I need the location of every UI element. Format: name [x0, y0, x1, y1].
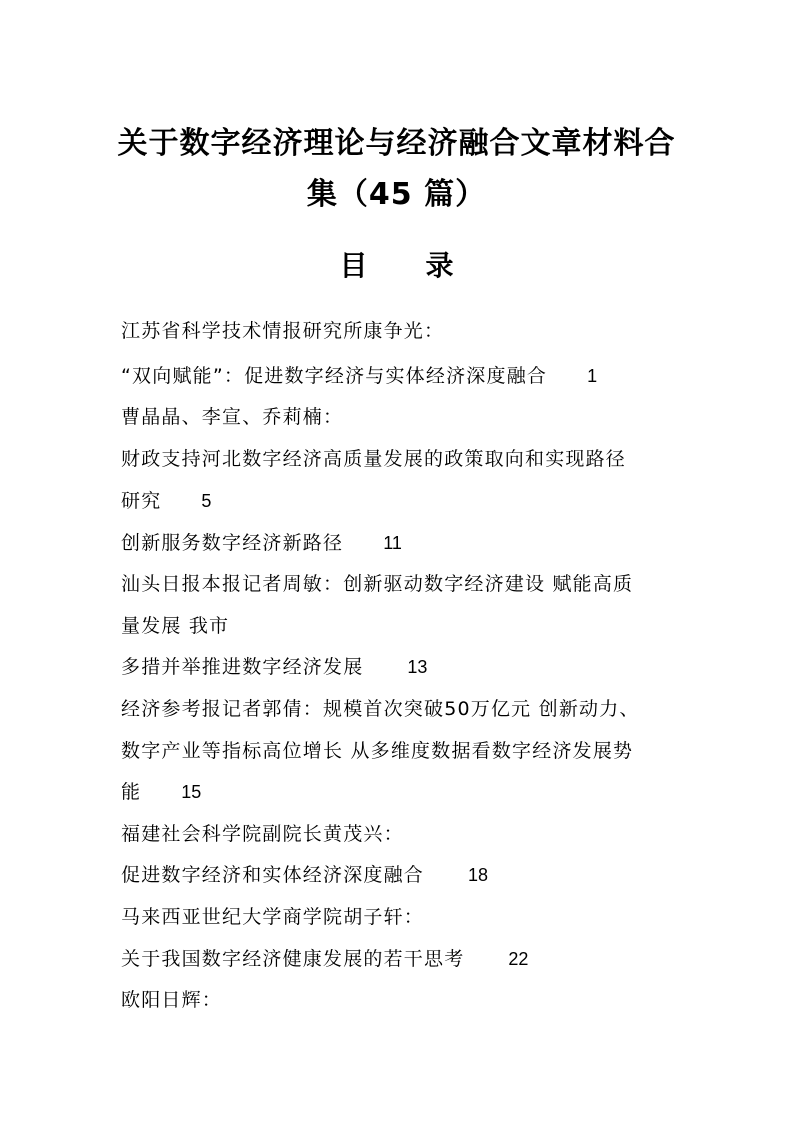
toc-line-text: 欧阳日辉：	[121, 989, 223, 1011]
toc-line-text: 数字产业等指标高位增长 从多维度数据看数字经济发展势	[121, 740, 634, 762]
toc-line-text: 多措并举推进数字经济发展	[121, 656, 364, 678]
toc-line-text: “双向赋能”：促进数字经济与实体经济深度融合	[121, 365, 548, 387]
toc-line	[121, 613, 681, 639]
toc-line	[121, 821, 681, 847]
toc-page-number: 22	[508, 949, 529, 969]
toc-line	[121, 318, 681, 344]
toc-line-text: 马来西亚世纪大学商学院胡子轩：	[121, 906, 425, 928]
toc-page-number: 1	[587, 366, 598, 386]
document-title-line-2: 集（45 篇）	[306, 177, 487, 212]
toc-heading: 目录	[339, 249, 512, 282]
toc-line	[121, 404, 681, 430]
toc-line-text: 量发展 我市	[121, 615, 230, 637]
toc-line-text: 福建社会科学院副院长黄茂兴：	[121, 823, 404, 845]
toc-page-number: 13	[407, 657, 428, 677]
toc-line	[121, 946, 681, 972]
toc-page-number: 5	[201, 491, 212, 511]
toc-line	[121, 530, 681, 556]
toc-line-text: 创新服务数字经济新路径	[121, 532, 344, 554]
toc-line	[121, 987, 681, 1013]
toc-line	[121, 654, 681, 680]
toc-page-number: 11	[383, 533, 402, 553]
toc-line-text: 促进数字经济和实体经济深度融合	[121, 864, 425, 886]
toc-line-text: 能	[121, 781, 142, 803]
toc-page-number: 18	[468, 865, 489, 885]
toc-line	[121, 862, 681, 888]
toc-line-text: 研究	[121, 490, 162, 512]
toc-line-text: 关于我国数字经济健康发展的若干思考	[121, 948, 465, 970]
toc-line-text: 汕头日报本报记者周敏：创新驱动数字经济建设 赋能高质	[121, 573, 634, 595]
toc-line	[121, 446, 681, 472]
toc-line	[121, 738, 681, 764]
toc-line	[121, 363, 681, 389]
toc-line-text: 经济参考报记者郭倩：规模首次突破50万亿元 创新动力、	[121, 698, 640, 720]
toc-line	[121, 571, 681, 597]
toc-line-text: 曹晶晶、李宣、乔莉楠：	[121, 406, 344, 428]
document-title-line-1: 关于数字经济理论与经济融合文章材料合	[117, 126, 676, 161]
toc-line	[121, 904, 681, 930]
toc-line	[121, 488, 681, 514]
toc-line	[121, 779, 681, 805]
toc-line-text: 江苏省科学技术情报研究所康争光：	[121, 320, 445, 342]
toc-line	[121, 696, 681, 722]
toc-page-number: 15	[181, 782, 202, 802]
toc-line-text: 财政支持河北数字经济高质量发展的政策取向和实现路径	[121, 448, 627, 470]
